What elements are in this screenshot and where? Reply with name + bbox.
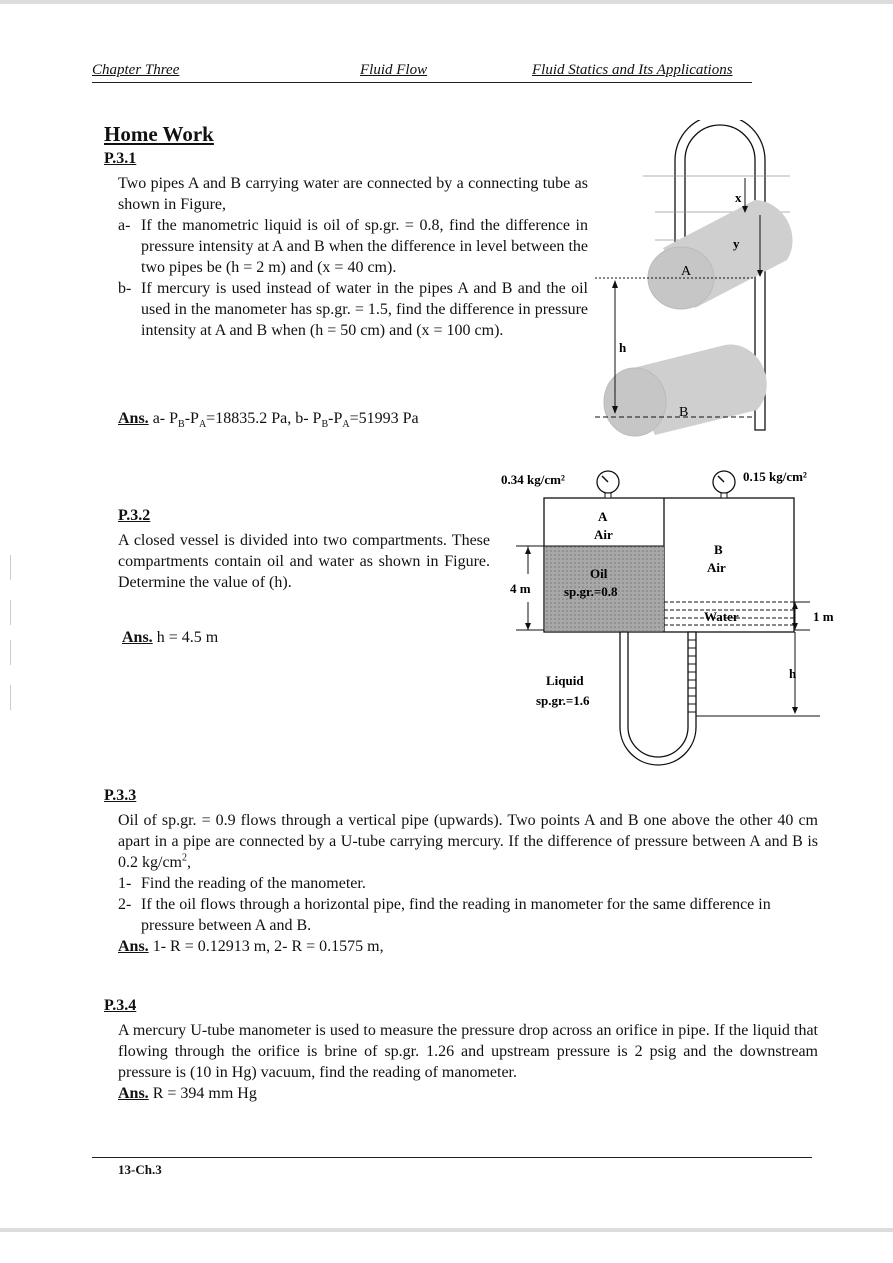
answer-value: R = 394 mm Hg — [152, 1085, 257, 1102]
liquid-sg-label: sp.gr.=1.6 — [536, 693, 590, 708]
page-edge-mark — [10, 600, 11, 625]
problem-3-4-text: A mercury U-tube manometer is used to measure the pressure drop across an orifice in pipe. If the liquid that flowing through the orifice is brine of sp.gr. 1.26 and upstream pressure is 2 psig and the downstream pressure is (10 in Hg) vacuum, find the reading of manometer. — [118, 1022, 818, 1081]
header-chapter: Chapter Three — [92, 62, 180, 78]
subscript-b: B — [178, 419, 185, 431]
problem-3-1-answer: Ans. a- $P_B-P_A=18835.2$ Pa, b- $P_B-P_A=51993$ Pa — [118, 410, 419, 431]
page-edge-mark — [10, 685, 11, 710]
page-footer: 13-Ch.3 — [118, 1162, 162, 1177]
problem-label-3-2: P.3.2 — [118, 507, 151, 524]
answer-label: Ans. — [118, 938, 149, 955]
problem-label-3-3: P.3.3 — [104, 787, 137, 804]
superscript: 2 — [182, 852, 187, 864]
pressure-symbol: P — [169, 410, 179, 427]
pressure-symbol: P — [312, 410, 322, 427]
item-number: 1- — [118, 875, 132, 892]
gauge-right-reading: 0.15 kg/cm² — [743, 469, 807, 484]
arrow-up-icon — [612, 280, 618, 288]
answer-a-value: =18835.2 Pa, b- — [206, 410, 309, 427]
pressure-gauge-right-icon — [713, 471, 735, 498]
problem-3-3-answer — [118, 936, 818, 957]
answer-label: Ans. — [118, 410, 149, 427]
answer-a-prefix: a- — [152, 410, 166, 427]
answer-b-value: =51993 Pa — [349, 410, 419, 427]
label-h: h — [619, 340, 627, 355]
header-subject: Fluid Flow — [360, 62, 428, 78]
oil-sg-label: sp.gr.=0.8 — [564, 584, 618, 599]
page-title: Home Work — [104, 122, 214, 146]
bottom-page-edge — [0, 1228, 893, 1232]
subscript-a: A — [198, 419, 207, 431]
u-tube-manometer — [620, 632, 696, 765]
answer-value: h = 4.5 m — [156, 629, 219, 646]
label-x: x — [735, 190, 742, 205]
page-edge-mark — [10, 640, 11, 665]
pipe-a — [648, 200, 793, 309]
problem-label-3-4: P.3.4 — [104, 997, 137, 1014]
pressure-gauge-left-icon — [597, 471, 619, 498]
answer-label: Ans. — [118, 1085, 149, 1102]
pressure-symbol: P — [190, 410, 199, 427]
figure-pipes-manometer — [595, 120, 805, 440]
compartment-a-air: Air — [594, 527, 613, 542]
problem-3-3-item-2 — [118, 894, 818, 936]
compartment-b-label: B — [714, 542, 723, 557]
subscript-b: B — [321, 419, 329, 431]
label-pipe-a: A — [681, 264, 692, 279]
part-b-text: If mercury is used instead of water in the pipes A and B and the oil used in the manometer has sp.gr. = 1.5, find the difference in pressure intensity at A and B when (h = 50 cm) and (x = 100 cm). — [141, 280, 588, 339]
problem-label-3-1: P.3.1 — [104, 150, 137, 167]
answer-value: 1- R = 0.12913 m, 2- R = 0.1575 m, — [152, 938, 384, 955]
water-label: Water — [704, 609, 739, 624]
running-header — [92, 60, 752, 83]
dim-4m-label: 4 m — [510, 581, 531, 596]
gauge-left-reading: 0.34 kg/cm² — [501, 472, 565, 487]
problem-3-3-intro — [118, 810, 818, 873]
part-a-number: a- — [118, 217, 131, 234]
problem-3-1-part-b — [118, 278, 588, 341]
item-number: 2- — [118, 896, 132, 913]
part-a-text: If the manometric liquid is oil of sp.gr. = 0.8, find the difference in pressure intensity at A and B when the difference in level between the two pipes be (h = 2 m) and (x = 40 cm). — [141, 217, 588, 276]
oil-label: Oil — [590, 566, 608, 581]
arrow-up-icon — [525, 547, 531, 554]
top-page-edge — [0, 0, 893, 4]
item-text: Find the reading of the manometer. — [141, 875, 366, 892]
arrow-down-icon — [792, 707, 798, 714]
problem-3-3-text: Oil of sp.gr. = 0.9 flows through a vertical pipe (upwards). Two points A and B one above the other 40 cm apart in a pipe are connected by a U-tube carrying mercury. If the difference of pressure between A and B is 0.2 kg/cm — [118, 812, 818, 871]
figure-closed-vessel — [498, 462, 843, 792]
compartment-b-air: Air — [707, 560, 726, 575]
dim-1m-label: 1 m — [813, 609, 834, 624]
problem-3-2-text: A closed vessel is divided into two compartments. These compartments contain oil and water as shown in Figure. Determine the value of (h). — [118, 532, 490, 591]
label-pipe-b: B — [679, 405, 689, 420]
problem-3-1-body — [118, 173, 588, 341]
label-y: y — [733, 236, 740, 251]
arrow-down-icon — [525, 623, 531, 630]
problem-3-4-body — [118, 1020, 818, 1104]
problem-3-2-answer — [122, 627, 218, 648]
header-section: Fluid Statics and Its Applications — [532, 62, 733, 78]
problem-3-3-item-1 — [118, 873, 818, 894]
footer-rule — [92, 1157, 812, 1158]
pipe-b — [604, 345, 767, 436]
liquid-label: Liquid — [546, 673, 584, 688]
problem-3-1-part-a — [118, 215, 588, 278]
dim-h-label: h — [789, 666, 797, 681]
compartment-a-label: A — [598, 509, 608, 524]
subscript-a: A — [342, 419, 350, 431]
part-b-number: b- — [118, 280, 132, 297]
item-text: If the oil flows through a horizontal pipe, find the reading in manometer for the same difference in pressure between A and B. — [141, 896, 771, 934]
problem-3-3-body — [118, 810, 818, 957]
punctuation: , — [187, 854, 191, 871]
page-edge-mark — [10, 555, 11, 580]
pressure-symbol: P — [333, 410, 343, 427]
problem-3-4-answer — [118, 1083, 818, 1104]
answer-label: Ans. — [122, 629, 153, 646]
problem-3-1-intro: Two pipes A and B carrying water are connected by a connecting tube as shown in Figure, — [118, 175, 588, 213]
